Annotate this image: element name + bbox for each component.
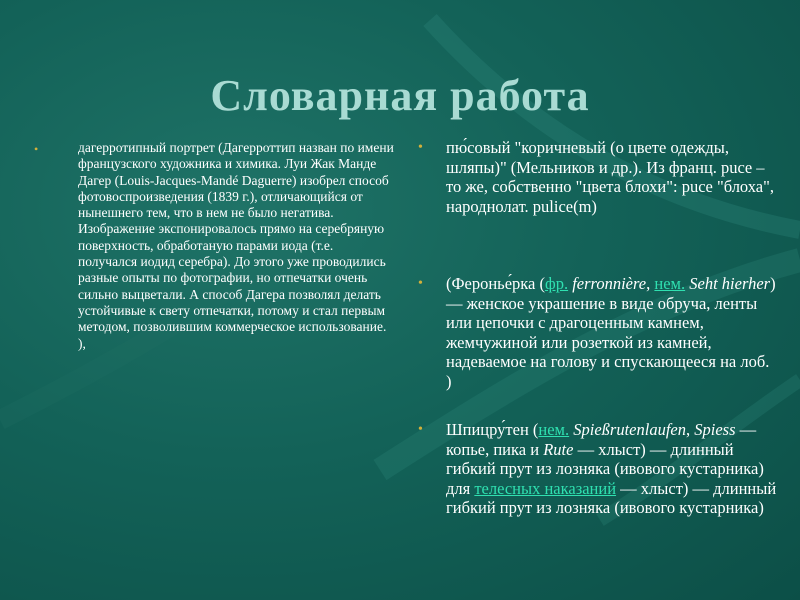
spitsruten-mid2: — хлыст) — длинный гибкий прут из лозняка (ивового кустарника) для — [446, 439, 764, 498]
rute-word: Rute — [543, 439, 574, 459]
link-fr[interactable]: фр. — [545, 274, 569, 293]
puce-item — [418, 138, 778, 216]
puce-text: пю́совый "коричневый (о цвете одежды, шляпы)" (Мельников и др.). Из франц. рuce – то же, собственно "цвета блохи": рuce "блоха", народнолат. рulice(m) — [446, 138, 774, 216]
spitsruten-head: Шпицру́тен ( — [446, 420, 539, 439]
bullet-icon: • — [34, 142, 39, 156]
spiess-word: Spiess — [694, 420, 736, 439]
spitsruten-mid1: — копье, пика и — [446, 420, 757, 459]
slide-title: Словарная работа — [210, 71, 590, 120]
daguerreotype-paragraph: дагерротипный портрет (Дагерроттип назван по имени французского художника и химика. Луи Жак Манде Дагер (Louis-Jacques-Mandé Daguerre) изобрел способ фотовоспроизведения (1839 г.), отличающийся от нынешнего тем, что в нем не было негатива. Изображение экспонировалось прямо на серебряную поверхность, обработаную парами иода (т.е. получался иодид серебра). До этого уже проводились разные опыты по фотографии, но отпечатки очень сильно выцветали. А способ Дагера позволял делать устойчивые к свету отпечатки, потому и стал первым методом, позволившим коммерческое использование. ), — [78, 140, 394, 351]
spitsruten-item — [418, 420, 778, 518]
left-column — [34, 140, 394, 352]
right-column — [418, 138, 778, 518]
feroniere-sep: , — [646, 274, 655, 293]
link-de-2[interactable]: нем. — [538, 420, 570, 439]
link-de[interactable]: нем. — [654, 274, 686, 293]
feroniere-word-fr: ferronnière — [572, 274, 647, 293]
link-corporal-punishment[interactable]: телесных наказаний — [474, 478, 617, 498]
bullet-icon: • — [418, 276, 423, 291]
feroniere-item — [418, 274, 778, 391]
spitsruten-word: Spießrutenlaufen — [573, 420, 686, 439]
bullet-icon: • — [418, 422, 423, 437]
feroniere-word-de: Seht hierher — [689, 274, 771, 293]
feroniere-rest: ) — женское украшение в виде обруча, ленты или цепочки с драгоценным камнем, жемчужиной или розеткой из камней, надеваемое на голову и спускающееся на лоб. ) — [446, 274, 776, 391]
feroniere-open: (Феронье́рка ( — [446, 274, 545, 293]
bullet-icon: • — [418, 140, 423, 155]
spitsruten-comma: , — [686, 420, 691, 439]
spitsruten-tail: — хлыст) — длинный гибкий прут из лозняка (ивового кустарника) — [446, 478, 777, 517]
